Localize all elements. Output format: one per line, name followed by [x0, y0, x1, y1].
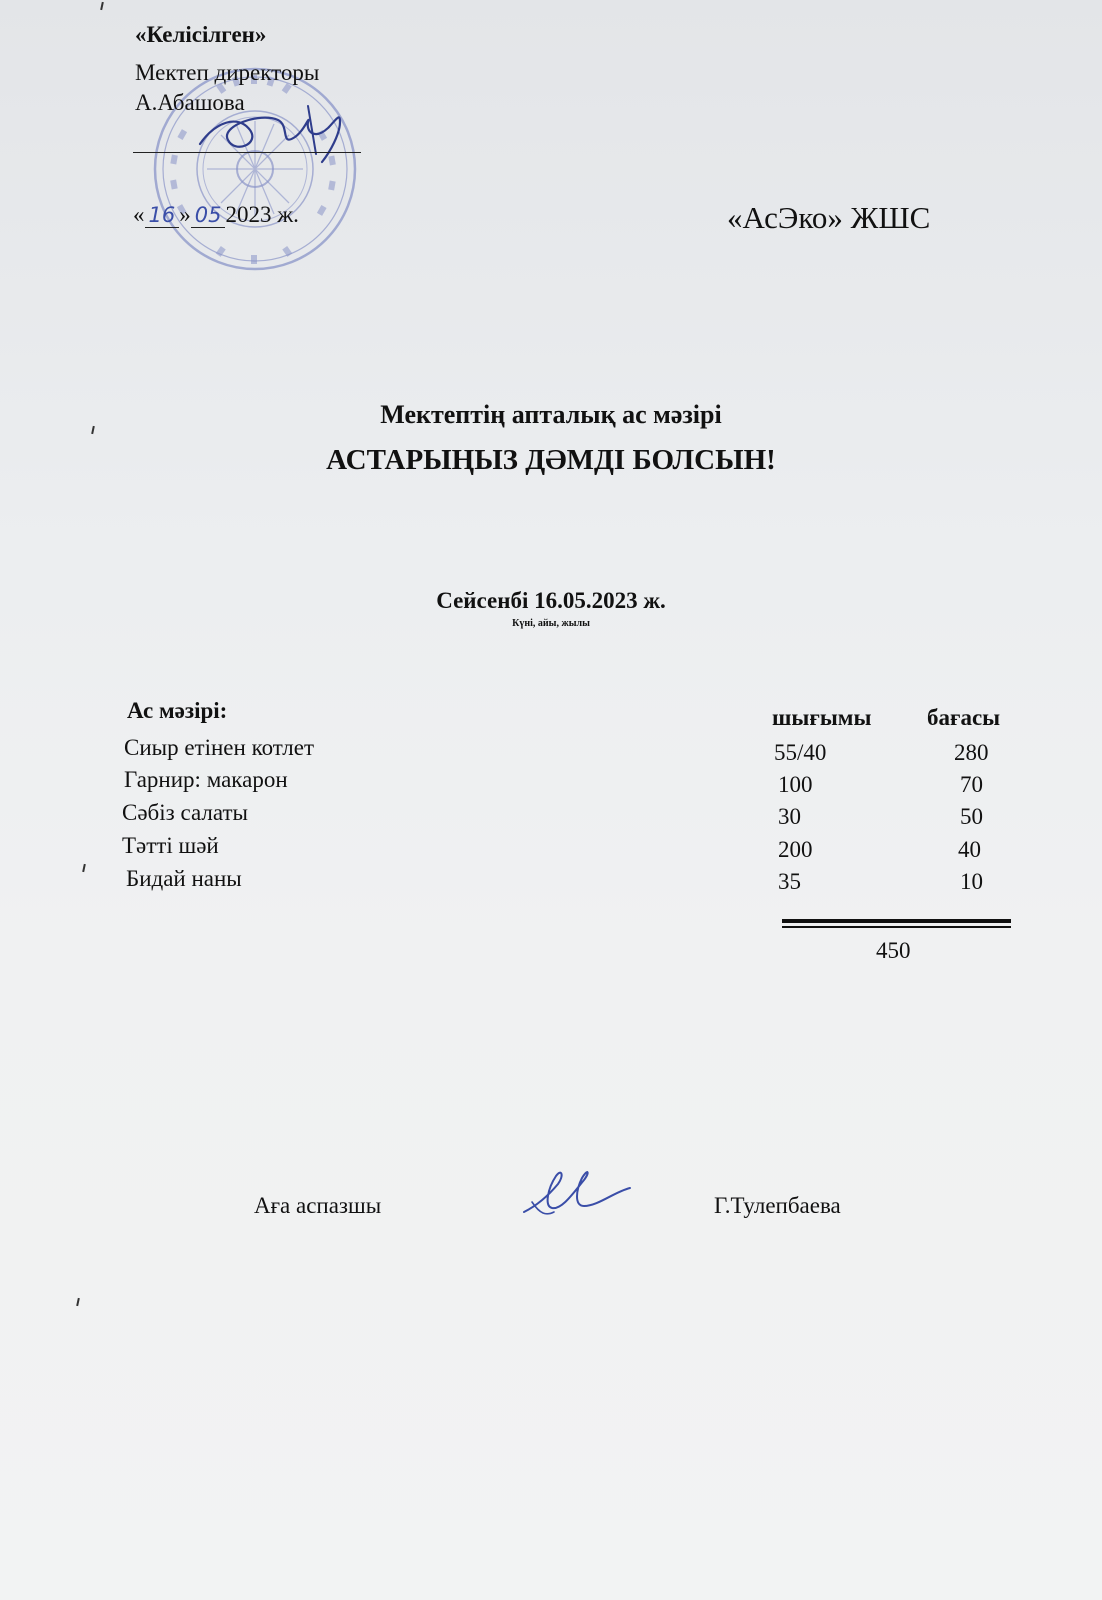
paper-speck [82, 864, 86, 872]
menu-item-name: Тәтті шәй [122, 833, 219, 858]
menu-date: Сейсенбі 16.05.2023 ж. [436, 588, 666, 613]
cook-signature [518, 1162, 638, 1224]
date-month: 05 [191, 203, 226, 228]
approval-heading: «Келісілген» [135, 22, 267, 47]
paper-speck [100, 2, 104, 10]
menu-item-yield: 200 [778, 837, 813, 862]
date-open-quote: « [133, 202, 145, 227]
total-rule [782, 919, 1011, 923]
document-subtitle: АСТАРЫҢЫЗ ДӘМДІ БОЛСЫН! [326, 444, 776, 476]
cook-name: Г.Тулепбаева [714, 1193, 841, 1218]
date-day: 16 [145, 203, 180, 228]
total-rule-thin [782, 926, 1011, 928]
document-title: Мектептің апталық ас мәзірі [380, 400, 722, 429]
signature-line [133, 152, 361, 153]
date-year: 2023 ж. [225, 202, 299, 227]
company-name: «АсЭко» ЖШС [727, 200, 931, 235]
paper-speck [76, 1298, 80, 1306]
column-header-yield: шығымы [772, 705, 872, 730]
column-header-price: бағасы [927, 705, 1001, 730]
menu-item-name: Бидай наны [126, 866, 242, 891]
menu-heading: Ас мәзірі: [127, 698, 228, 723]
menu-item-name: Сәбіз салаты [122, 800, 248, 825]
cook-role: Аға аспазшы [254, 1193, 382, 1218]
approval-name: А.Абашова [135, 90, 245, 115]
menu-item-price: 70 [960, 772, 983, 797]
approval-role: Мектеп директоры [135, 60, 320, 85]
menu-item-name: Гарнир: макарон [124, 767, 288, 792]
menu-date-caption: Күні, айы, жылы [512, 618, 590, 629]
menu-item-price: 280 [954, 740, 989, 765]
menu-item-yield: 35 [778, 869, 801, 894]
menu-total: 450 [876, 938, 911, 963]
menu-item-yield: 30 [778, 804, 801, 829]
paper-speck [91, 426, 95, 434]
menu-item-name: Сиыр етінен котлет [124, 735, 314, 760]
menu-item-yield: 55/40 [774, 740, 827, 765]
menu-item-yield: 100 [778, 772, 813, 797]
menu-item-price: 50 [960, 804, 983, 829]
date-close-quote: » [179, 202, 191, 227]
approval-date [133, 202, 299, 228]
menu-item-price: 10 [960, 869, 983, 894]
menu-item-price: 40 [958, 837, 981, 862]
